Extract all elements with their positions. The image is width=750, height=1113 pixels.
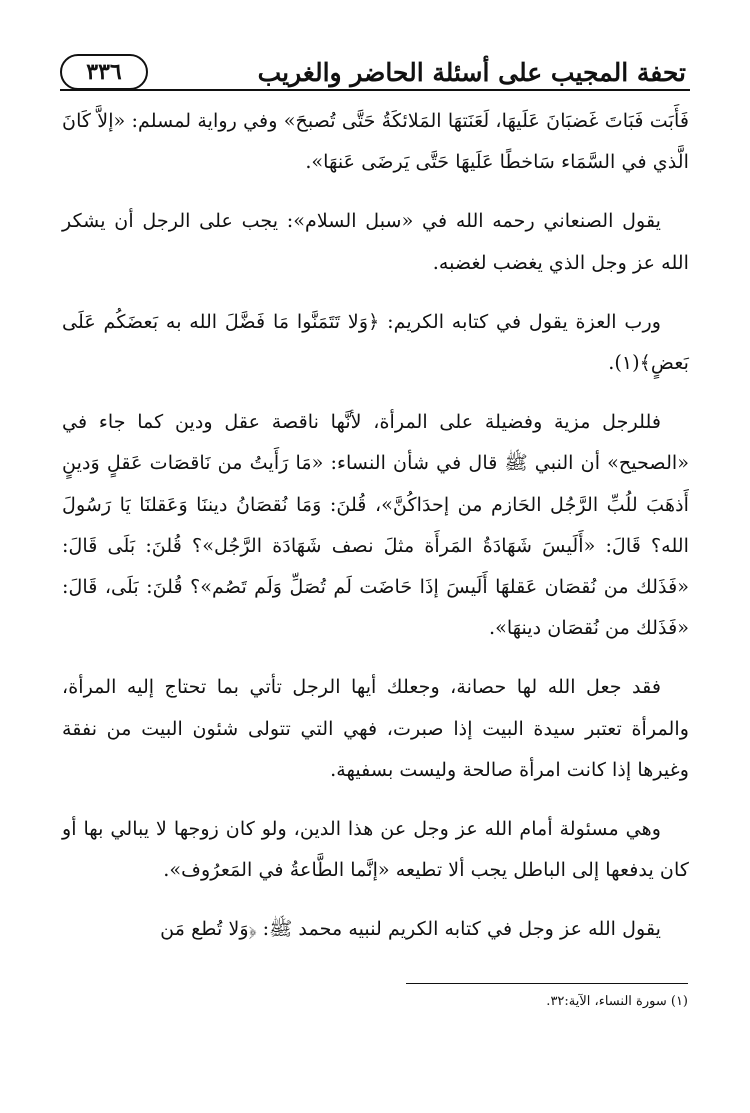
paragraph-4: فللرجل مزية وفضيلة على المرأة، لأنَّها ناقصة عقل ودين كما جاء في «الصحيح» أن النبي ﷺ قال في شأن النساء: «مَا رَأَيتُ من نَاقصَات عَقلٍ وَدينٍ أَذهَبَ للُبِّ الرَّجُل الحَازم من إحدَاكُنَّ»، قُلنَ: وَمَا نُقصَانُ ديننَا وَعَقلنَا يَا رَسُولَ الله؟ قَالَ: «أَلَيسَ شَهَادَةُ المَرأَة مثلَ نصف شَهَادَة الرَّجُل»؟ قُلنَ: بَلَى قَالَ: «فَذَلك من نُقصَان عَقلهَا أَلَيسَ إذَا حَاضَت لَم تُصَلِّ وَلَم تَصُم»؟ قُلنَ: بَلَى، قَالَ: «فَذَلك من نُقصَان دينهَا». [62,410,689,640]
paragraph-2: يقول الصنعاني رحمه الله في «سبل السلام»: يجب على الرجل أن يشكر الله عز وجل الذي يغضب لغضبه. [62,209,689,274]
paragraph-1: فَأَبَت فَبَاتَ غَضبَانَ عَلَيهَا، لَعَنَتهَا المَلائكَةُ حَتَّى تُصبحَ» وفي رواية لمسلم: «إلاَّ كَانَ الَّذي في السَّمَاء سَاخطًا عَلَيهَا حَتَّى يَرضَى عَنهَا». [62,109,689,174]
page-number-badge: ٣٣٦ [60,54,148,90]
paragraph-7: يقول الله عز وجل في كتابه الكريم لنبيه محمد ﷺ: ﴿وَلا تُطع مَن [160,917,661,941]
footnote-divider [406,983,688,984]
paragraph-5: فقد جعل الله لها حصانة، وجعلك أيها الرجل تأتي بما تحتاج إليه المرأة، والمرأة تعتبر سيدة البيت إذا صبرت، فهي التي تتولى شئون البيت من نفقة وغيرها إذا كانت امرأة صالحة وليست بسفيهة. [62,675,689,781]
header-divider [60,89,690,91]
paragraph-6: وهي مسئولة أمام الله عز وجل عن هذا الدين، ولو كان زوجها لا يبالي بها أو كان يدفعها إلى الباطل يجب ألا تطيعه «إنَّما الطَّاعةُ في المَعرُوف». [62,817,689,882]
footnote: (١) سورة النساء، الآية:٣٢. [546,994,688,1009]
main-text [62,100,689,968]
paragraph-3: ورب العزة يقول في كتابه الكريم: ﴿وَلا تَتَمَنَّوا مَا فَضَّلَ الله به بَعضَكُم عَلَى بَعضٍ﴾(١). [62,309,689,375]
book-title: تحفة المجيب على أسئلة الحاضر والغريب [257,58,686,87]
